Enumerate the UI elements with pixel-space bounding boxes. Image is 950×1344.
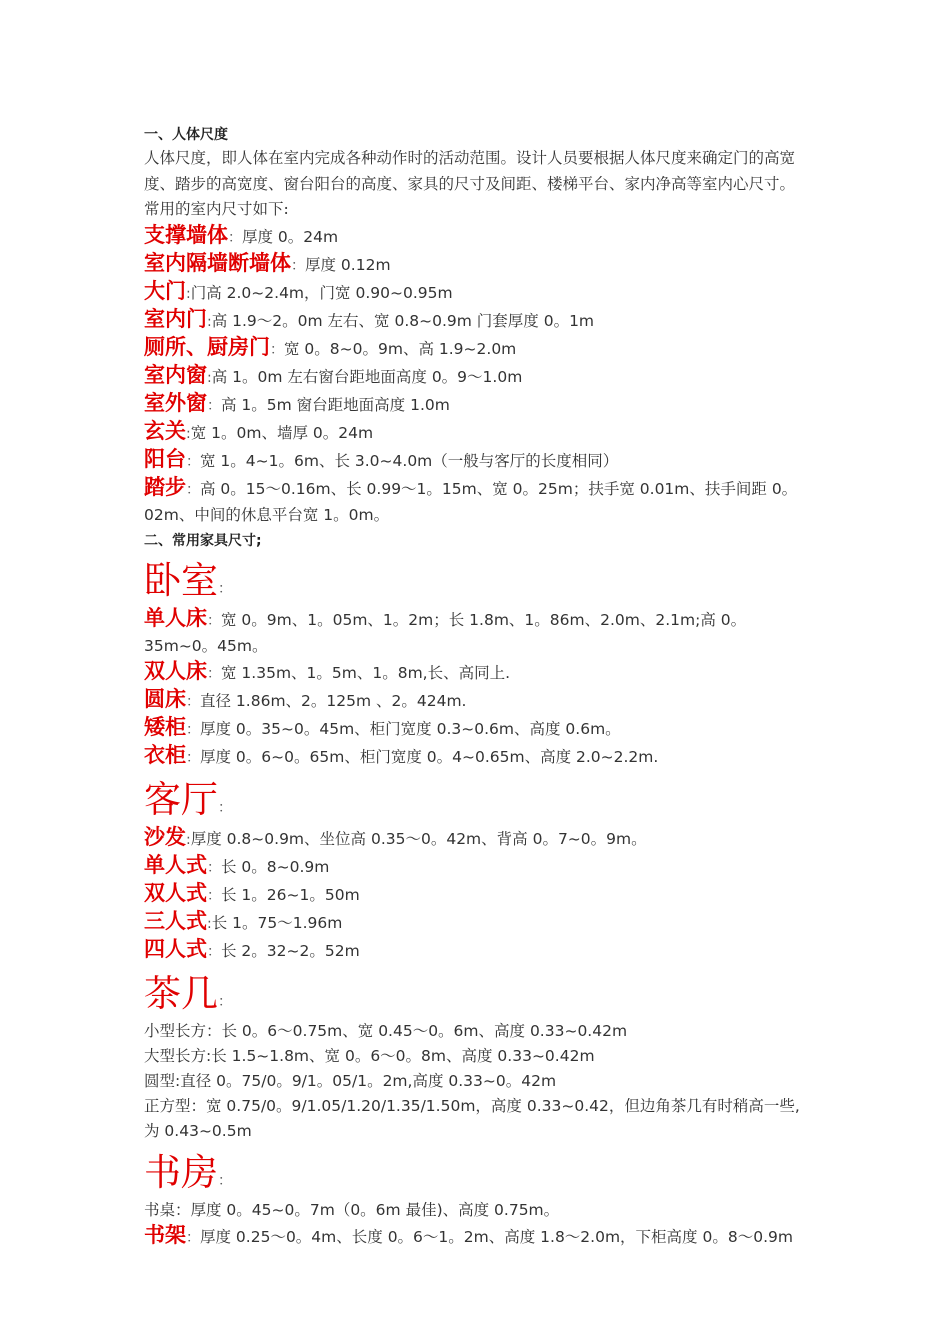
section1-list [144,223,804,528]
study-list [144,1198,804,1251]
item-label: 室内隔墙断墙体 [144,250,291,275]
item-label: 室内窗 [144,362,207,387]
item-label: 书架 [144,1222,186,1247]
list-item [144,391,804,419]
living-heading: 客厅 [144,777,218,821]
heading-sep: ： [218,580,232,597]
section1-title: 一、人体尺度 [144,127,228,143]
item-sep: : [207,313,212,330]
bedroom-list [144,606,804,771]
item-sep: ： [186,693,200,710]
item-label: 单人床 [144,605,207,630]
list-item: 小型长方：长 0。6～0.75m、宽 0.45～0。6m、高度 0.33~0.42m [144,1021,628,1040]
list-item: 正方型：宽 0.75/0。9/1.05/1.20/1.35/1.50m，高度 0.33~0.42，但边角茶几有时稍高一些,为 0.43~0.5m [144,1096,800,1140]
item-sep: ： [186,721,200,738]
item-label: 室外窗 [144,390,207,415]
section2-title: 二、常用家具尺寸; [144,532,262,549]
bedroom-heading: 卧室 [144,558,218,602]
item-text: 厚度 0.8~0.9m、坐位高 0.35～0。42m、背高 0。7~0。9m。 [190,829,647,848]
list-item [144,475,804,528]
list-item [144,715,804,743]
list-item: 圆型:直径 0。75/0。9/1。05/1。2m,高度 0.33~0。42m [144,1071,557,1090]
item-sep: ： [207,665,221,682]
list-item [144,419,804,447]
list-item [144,251,804,279]
item-text: 长 1。26~1。50m [221,885,360,904]
item-sep: : [186,285,191,302]
item-text: 长 2。32~2。52m [221,941,360,960]
item-label: 衣柜 [144,742,186,767]
item-label: 厕所、厨房门 [144,334,270,359]
living-list [144,825,804,965]
list-item [144,743,804,771]
list-item [144,447,804,475]
section1-paragraph: 人体尺度，即人体在室内完成各种动作时的活动范围。设计人员要根据人体尺度来确定门的高宽度、踏步的高宽度、窗台阳台的高度、家具的尺寸及间距、楼梯平台、家内净高等室内心尺寸。常用的室内尺寸如下: [144,149,796,218]
bedroom-heading-row [144,558,804,606]
item-text: 宽 1.35m、1。5m、1。8m,长、高同上. [221,663,511,682]
item-sep: : [207,369,212,386]
item-sep: ： [270,341,284,358]
item-sep: : [186,831,191,848]
item-text: 高 1.9～2。0m 左右、宽 0.8~0.9m 门套厚度 0。1m [211,311,595,330]
list-item [144,909,804,937]
item-sep: ： [186,1229,200,1246]
item-sep: ： [186,481,200,498]
item-text: 宽 0。8~0。9m、高 1.9~2.0m [284,339,517,358]
item-text: 长 1。75～1.96m [211,913,343,932]
item-sep: ： [291,257,305,274]
heading-sep: ： [218,1172,232,1189]
study-heading-row [144,1150,804,1198]
item-text: 宽 0。9m、1。05m、1。2m；长 1.8m、1。86m、2.0m、2.1m;高 0。35m~0。45m。 [144,610,747,655]
item-label: 双人式 [144,880,207,905]
item-label: 支撑墙体 [144,222,228,247]
item-label: 沙发 [144,824,186,849]
item-sep: : [207,915,212,932]
list-item [144,825,804,853]
item-text: 高 0。15～0.16m、长 0.99～1。15m、宽 0。25m；扶手宽 0.01m、扶手间距 0。02m、中间的休息平台宽 1。0m。 [144,479,798,524]
item-sep: ： [207,943,221,960]
heading-sep: ： [218,993,232,1010]
document-body [144,124,804,1251]
item-sep: ： [207,859,221,876]
list-item [144,659,804,687]
list-item [144,1223,804,1251]
list-item [144,223,804,251]
item-label: 单人式 [144,852,207,877]
item-label: 双人床 [144,658,207,683]
list-item [144,687,804,715]
item-sep: ： [207,887,221,904]
item-label: 阳台 [144,446,186,471]
heading-sep: ： [218,799,232,816]
list-item [144,279,804,307]
item-label: 三人式 [144,908,207,933]
list-item [144,881,804,909]
list-item [144,606,804,659]
item-text: 宽 1。4~1。6m、长 3.0~4.0m（一般与客厅的长度相同） [200,451,619,470]
item-label: 矮柜 [144,714,186,739]
teatable-heading-row [144,971,804,1019]
item-sep: ： [186,749,200,766]
item-sep: : [186,425,191,442]
item-text: 门高 2.0~2.4m，门宽 0.90~0.95m [190,283,453,302]
teatable-heading: 茶几 [144,971,218,1015]
item-text: 厚度 0。35~0。45m、柜门宽度 0.3~0.6m、高度 0.6m。 [200,719,621,738]
item-text: 高 1。0m 左右窗台距地面高度 0。9～1.0m [211,367,523,386]
item-label: 圆床 [144,686,186,711]
study-heading: 书房 [144,1150,218,1194]
item-sep: ： [186,453,200,470]
list-item: 大型长方:长 1.5~1.8m、宽 0。6～0。8m、高度 0.33~0.42m [144,1046,595,1065]
item-sep: ： [207,397,221,414]
list-item [144,937,804,965]
list-item [144,307,804,335]
list-item [144,363,804,391]
item-text: 厚度 0。24m [242,227,339,246]
item-text: 高 1。5m 窗台距地面高度 1.0m [221,395,450,414]
item-text: 厚度 0.25～0。4m、长度 0。6～1。2m、高度 1.8～2.0m，下柜高度 0。8～0.9m [200,1227,793,1246]
list-item [144,853,804,881]
item-sep: ： [207,612,221,629]
item-text: 厚度 0.12m [305,255,391,274]
item-label: 四人式 [144,936,207,961]
item-label: 踏步 [144,474,186,499]
item-sep: ： [228,229,242,246]
item-text: 长 0。8~0.9m [221,857,330,876]
item-label: 玄关 [144,418,186,443]
item-label: 室内门 [144,306,207,331]
item-text: 厚度 0。6~0。65m、柜门宽度 0。4~0.65m、高度 2.0~2.2m. [200,747,659,766]
item-text: 宽 1。0m、墙厚 0。24m [190,423,374,442]
item-text: 直径 1.86m、2。125m 、2。424m. [200,691,467,710]
living-heading-row [144,777,804,825]
list-item [144,335,804,363]
list-item: 书桌：厚度 0。45~0。7m（0。6m 最佳)、高度 0.75m。 [144,1200,560,1219]
teatable-list [144,1019,804,1144]
item-label: 大门 [144,278,186,303]
